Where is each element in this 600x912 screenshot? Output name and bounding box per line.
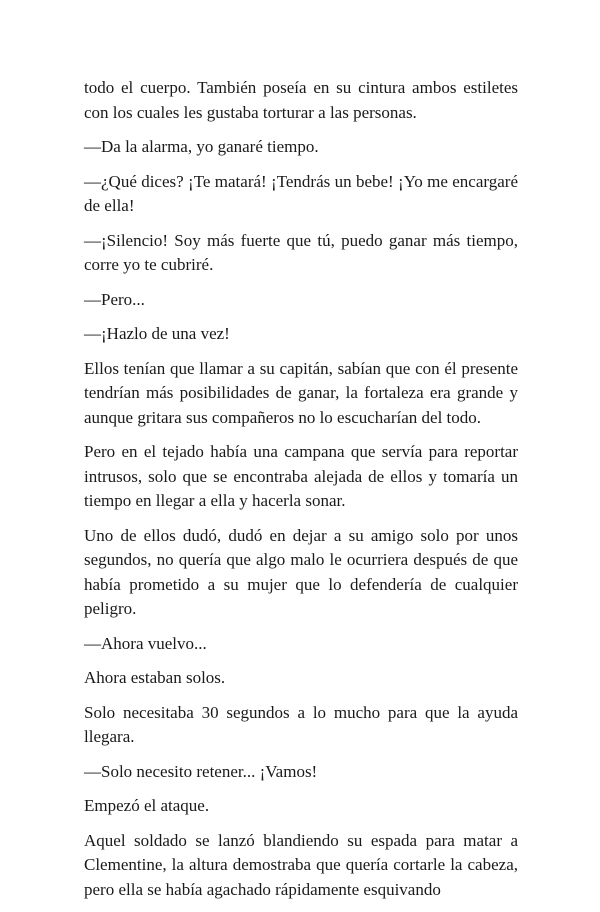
- paragraph-9: Uno de ellos dudó, dudó en dejar a su amigo solo por unos segundos, no quería que algo malo le ocurriera después de que había prometido a su mujer que lo defendería de cualquier peligro.: [84, 525, 518, 618]
- paragraph-1: todo el cuerpo. También poseía en su cintura ambos estiletes con los cuales les gustaba torturar a las personas.: [84, 78, 518, 122]
- paragraph-8: Pero en el tejado había una campana que servía para reportar intrusos, solo que se encontraba alejada de ellos y tomaría un tiempo en llegar a ella y hacerla sonar.: [84, 442, 518, 510]
- paragraph-6: —¡Hazlo de una vez!: [84, 324, 230, 343]
- paragraph-15: Aquel soldado se lanzó blandiendo su espada para matar a Clementine, la altura demostraba que quería cortarle la cabeza, pero ella se había agachado rápidamente esquivando: [84, 830, 518, 899]
- paragraph-11: Ahora estaban solos.: [84, 668, 226, 687]
- page-body: [84, 76, 518, 912]
- paragraph-14: Empezó el ataque.: [84, 796, 210, 815]
- paragraph-2: —Da la alarma, yo ganaré tiempo.: [84, 137, 319, 156]
- paragraph-3: —¿Qué dices? ¡Te matará! ¡Tendrás un bebe! ¡Yo me encargaré de ella!: [84, 171, 518, 215]
- paragraph-13: —Solo necesito retener... ¡Vamos!: [84, 761, 318, 781]
- paragraph-12: Solo necesitaba 30 segundos a lo mucho para que la ayuda llegara.: [84, 702, 518, 746]
- paragraph-4: —¡Silencio! Soy más fuerte que tú, puedo ganar más tiempo, corre yo te cubriré.: [84, 230, 518, 274]
- paragraph-10: —Ahora vuelvo...: [84, 633, 207, 653]
- paragraph-7: Ellos tenían que llamar a su capitán, sabían que con él presente tendrían más posibilidades de ganar, la fortaleza era grande y aunque gritara sus compañeros no lo escucharían del todo.: [84, 358, 518, 427]
- paragraph-5: —Pero...: [84, 289, 145, 309]
